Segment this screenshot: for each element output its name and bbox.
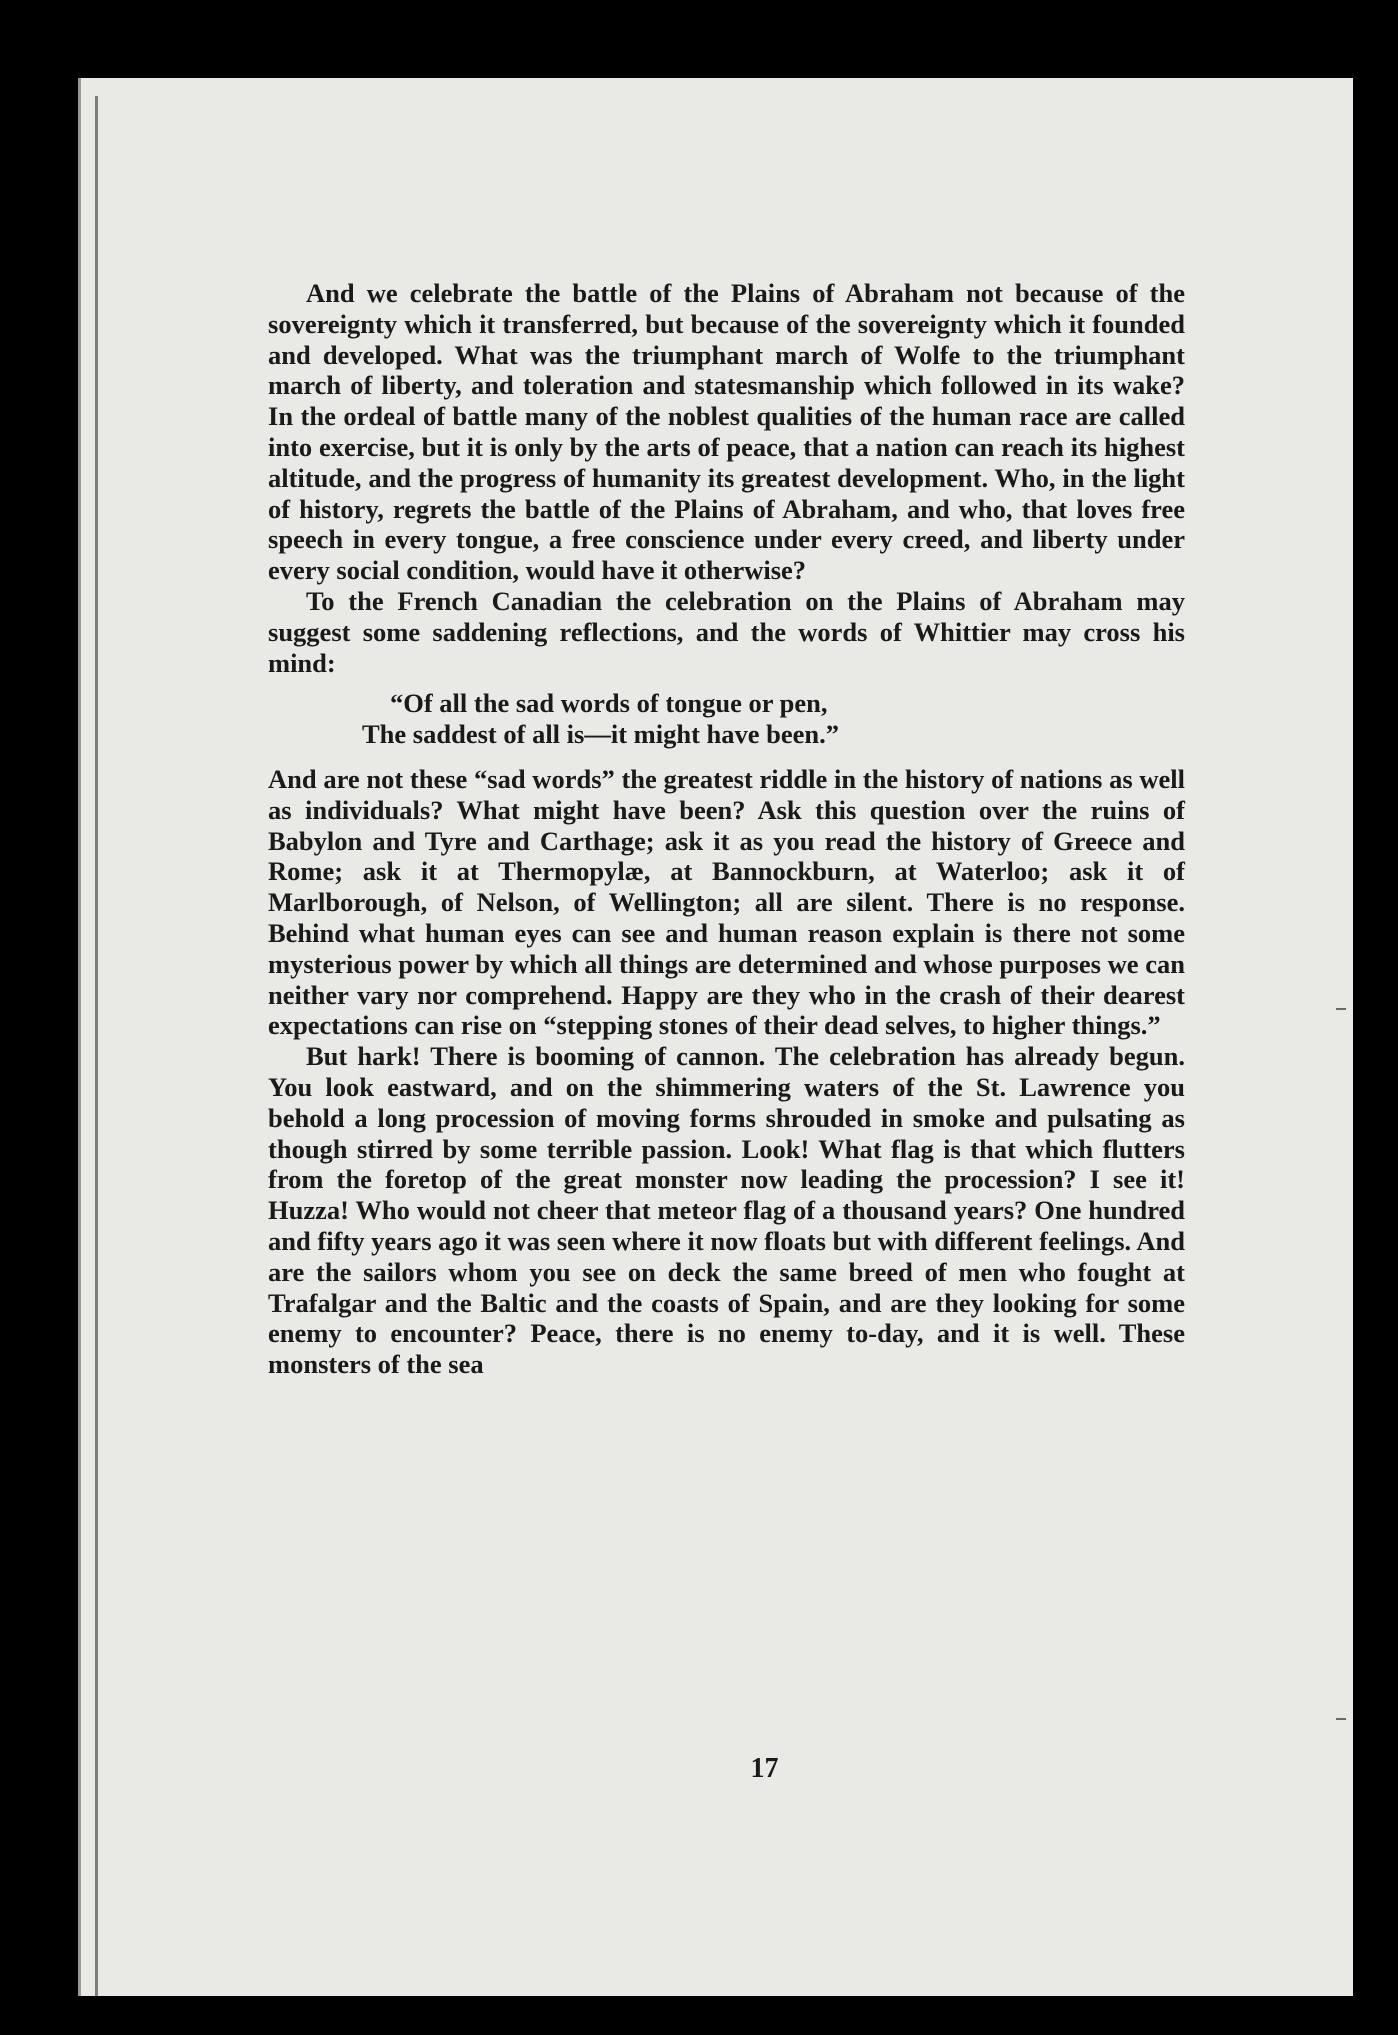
quote-line-2: The saddest of all is—it might have been.” <box>362 719 840 750</box>
scan-mark <box>1336 1008 1346 1010</box>
book-page <box>78 78 1353 1996</box>
paragraph-sad-words: And are not these “sad words” the greatest riddle in the history of nations as well as individuals? What might have been? Ask this question over the ruins of Babylon and Tyre and Carthage; ask it as you read the history of Greece and Rome; ask it at Thermopylæ, at Bannockburn, at Waterloo; ask it of Marlborough, of Nelson, of Wellington; all are silent. There is no response. Behind what human eyes can see and human reason explain is there not some mysterious power by which all things are determined and whose purposes we can neither vary nor comprehend. Happy are they who in the crash of their dearest expectations can rise on “stepping stones of their dead selves, to higher things.” <box>268 763 1185 1041</box>
paragraph-celebrate: And we celebrate the battle of the Plains of Abraham not because of the sovereignty which it transferred, but because of the sovereignty which it founded and developed. What was the triumphant march of Wolfe to the triumphant march of liberty, and toleration and statesmanship which followed in its wake? In the ordeal of battle many of the noblest qualities of the human race are called into exercise, but it is only by the arts of peace, that a nation can reach its highest altitude, and the progress of humanity its greatest development. Who, in the light of history, regrets the battle of the Plains of Abraham, and who, that loves free speech in every tongue, a free conscience under every creed, and liberty under every social condition, would have it otherwise? <box>268 278 1185 586</box>
paragraph-french-canadian: To the French Canadian the celebration on the Plains of Abraham may suggest some saddening reflections, and the words of Whittier may cross his mind: <box>268 585 1185 678</box>
page-gutter <box>95 96 98 1996</box>
quote-line-1: “Of all the sad words of tongue or pen, <box>390 688 828 719</box>
body-text <box>268 278 1185 1380</box>
page-number: 17 <box>750 1753 779 1784</box>
paragraph-but-hark: But hark! There is booming of cannon. The celebration has already begun. You look eastward, and on the shimmering waters of the St. Lawrence you behold a long procession of moving forms shrouded in smoke and pulsating as though stirred by some terrible passion. Look! What flag is that which flutters from the foretop of the great monster now leading the procession? I see it! Huzza! Who would not cheer that meteor flag of a thousand years? One hundred and fifty years ago it was seen where it now floats but with different feelings. And are the sailors whom you see on deck the same breed of men who fought at Trafalgar and the Baltic and the coasts of Spain, and are they looking for some enemy to encounter? Peace, there is no enemy to-day, and it is well. These monsters of the sea <box>268 1041 1185 1380</box>
whittier-quote <box>268 688 1185 750</box>
scan-mark <box>1336 1718 1346 1720</box>
